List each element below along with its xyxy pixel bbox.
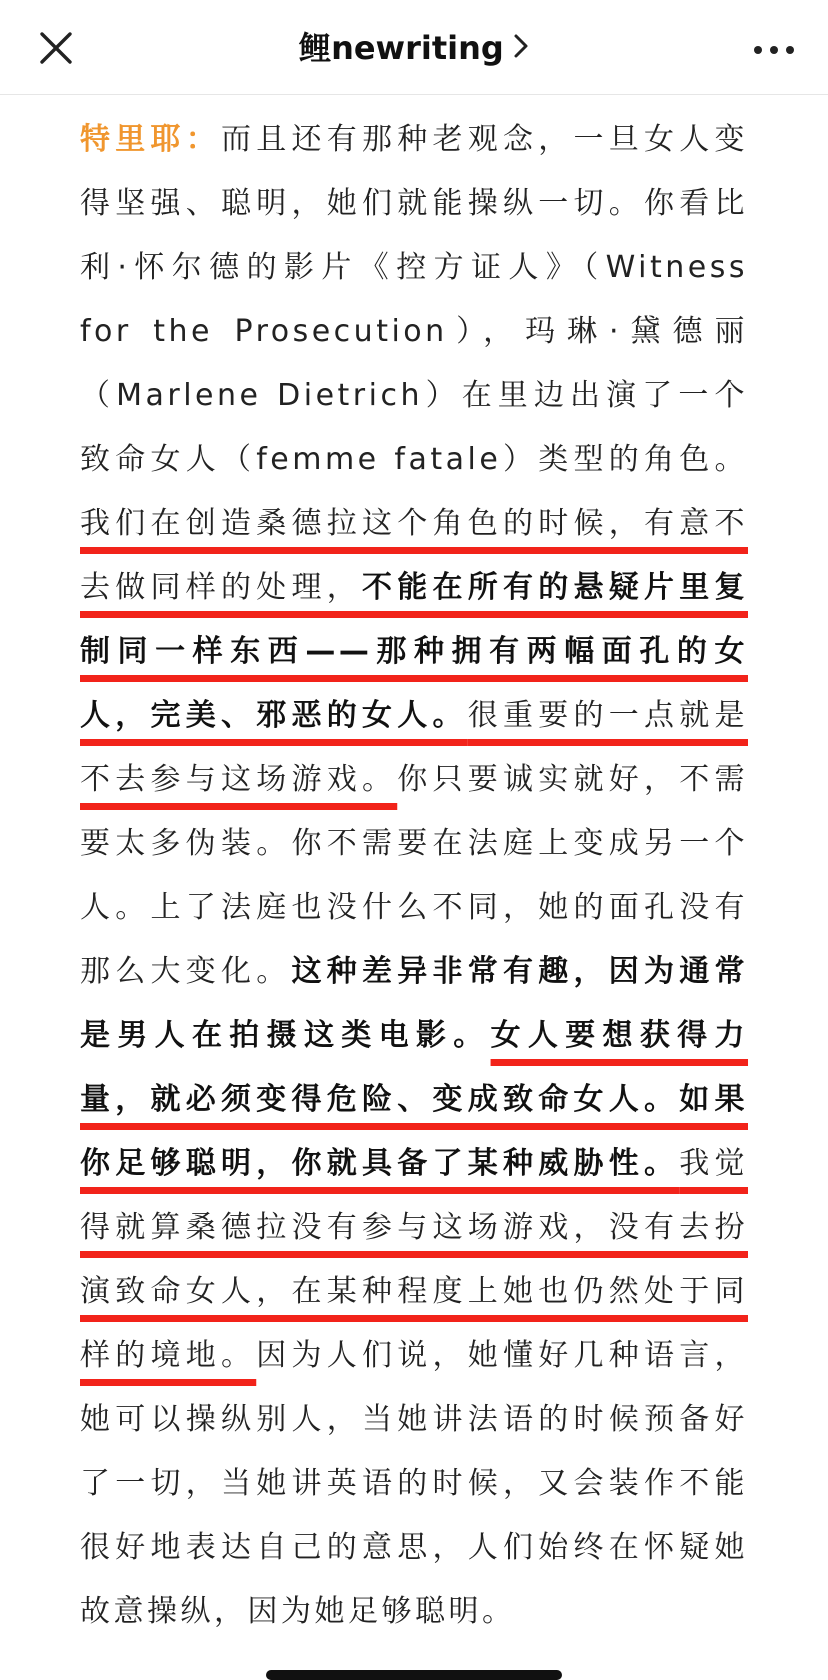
home-indicator: [266, 1670, 562, 1680]
text-segment: 因为人们说，她懂好几种语言，她可以操纵别人，当她讲法语的时候预备好了一切，当她讲英语的时候，又会装作不能很好地表达自己的意思，人们始终在怀疑她故意操纵，因为她足够聪明。: [80, 1338, 748, 1629]
article-paragraph: [80, 108, 748, 1644]
highlighted-text-segment: 不能在所有的悬疑片里复制同一样东西——那种拥有两幅面孔的女人，完美、邪恶的女人。: [80, 570, 748, 733]
chevron-right-icon: [513, 32, 529, 60]
article-body: [80, 108, 748, 1644]
text-segment: 你只要诚实就好，不需要太多伪装。你不需要在法庭上变成另一个人。上了法庭也没什么不同，她的面孔没有那么大变化。: [80, 762, 748, 989]
account-title-link[interactable]: [0, 26, 828, 70]
more-options-button[interactable]: [750, 30, 798, 70]
text-segment: 而且还有那种老观念，一旦女人变得坚强、聪明，她们就能操纵一切。你看比利·怀尔德的影片《控方证人》（Witness for the Prosecution），玛琳·黛德丽（Marlene Dietrich）在里边出演了一个致命女人（femme fatale）类型的角色。: [80, 122, 748, 477]
text-segment: 这种差异非常有趣，因为通常是男人在拍摄这类电影。: [80, 954, 748, 1053]
highlighted-text-segment: 女人要想获得力量，就必须变得危险、变成致命女人。如果你足够聪明，你就具备了某种威胁性。: [80, 1018, 749, 1181]
highlighted-text-segment: 很重要的一点就是不去参与这场游戏。: [80, 698, 748, 797]
speaker-label: 特里耶：: [80, 122, 221, 157]
highlighted-text-segment: 我们在创造桑德拉这个角色的时候，有意不去做同样的处理，: [80, 506, 748, 605]
top-nav-bar: [0, 0, 828, 95]
page-title: 鲤newriting: [299, 29, 504, 67]
highlighted-text-segment: 我觉得就算桑德拉没有参与这场游戏，没有去扮演致命女人，在某种程度上她也仍然处于同样的境地。: [80, 1146, 748, 1373]
more-horizontal-icon: [750, 30, 798, 70]
